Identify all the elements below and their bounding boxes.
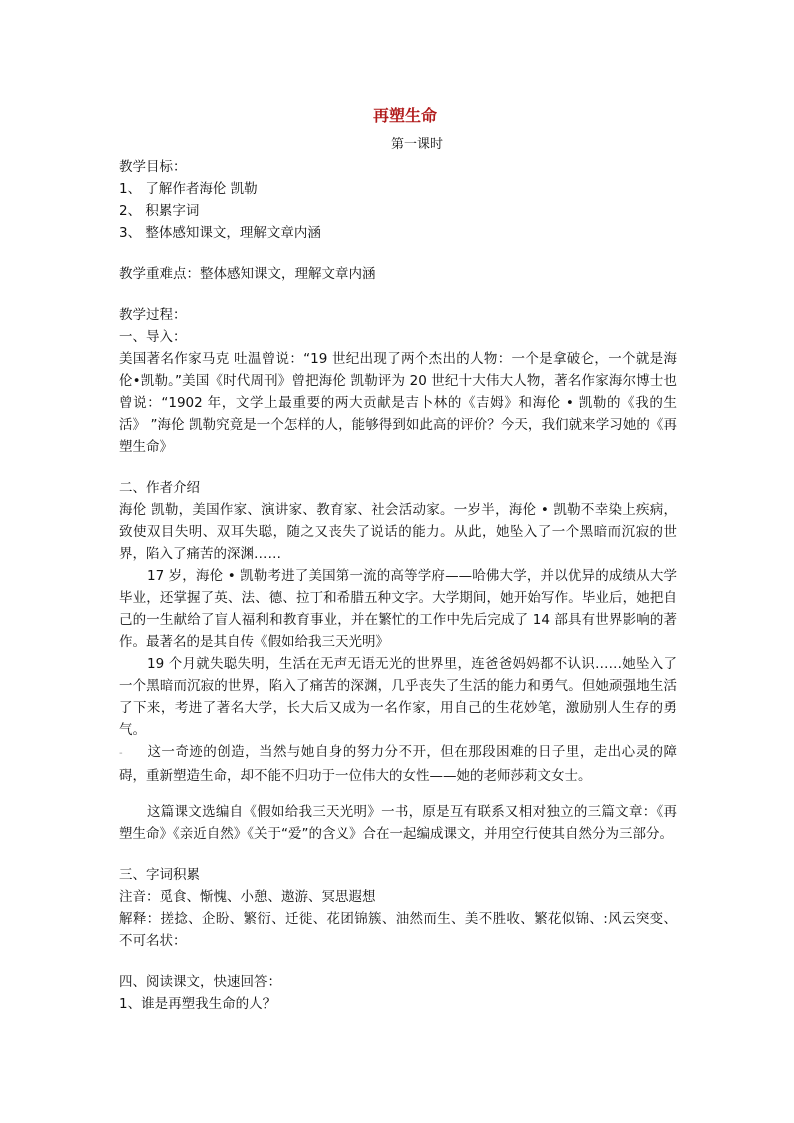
author-paragraph: 19 个月就失聪失明，生活在无声无语无光的世界里，连爸爸妈妈都不认识……她坠入了一个黑暗而沉寂的世界，陷入了痛苦的深渊，几乎丧失了生活的能力和勇气。但她顽强地生活了下来，考进了著名大学，长大后又成为一名作家，用自己的生花妙笔，激励别人生存的勇气。 — [119, 656, 677, 738]
text-source-paragraph: 这篇课文选编自《假如给我三天光明》一书，原是互有联系又相对独立的三篇文章：《再塑生命》《亲近自然》《关于“爱”的含义》合在一起编成课文，并用空行使其自然分为三部分。 — [119, 804, 677, 842]
section-heading: 三、字词积累 — [119, 867, 200, 883]
question-item: 1、谁是再塑我生命的人？ — [119, 996, 277, 1012]
objective-item: 3、 整体感知课文，理解文章内涵 — [119, 225, 321, 241]
pinyin-line: 注音：觅食、惭愧、小憩、遨游、冥思遐想 — [119, 889, 376, 905]
author-paragraph: 海伦 凯勒，美国作家、演讲家、教育家、社会活动家。一岁半，海伦 • 凯勒不幸染上疾病，致使双目失明、双耳失聪，随之又丧失了说话的能力。从此，她坠入了一个黑暗而沉寂的世界，陷入了痛苦的深渊…… — [119, 502, 677, 562]
author-paragraph — [119, 741, 677, 787]
author-paragraph-text: 这一奇迹的创造，当然与她自身的努力分不开，但在那段困难的日子里，走出心灵的障碍，重新塑造生命，却不能不归功于一位伟大的女性——她的老师莎莉文女士。 — [119, 744, 677, 784]
lesson-subtitle: 第一课时 — [390, 137, 443, 152]
margin-mark: - — [119, 748, 123, 759]
document-page — [119, 104, 677, 1015]
author-paragraph: 17 岁，海伦 • 凯勒考进了美国第一流的高等学府——哈佛大学，并以优异的成绩从大学毕业，还掌握了英、法、德、拉丁和希腊五种文字。大学期间，她开始写作。毕业后，她把自己的一生献给了盲人福利和教育事业，并在繁忙的工作中先后完成了 14 部具有世界影响的著作。最著名的是其自传《假如给我三天光明》 — [119, 568, 677, 650]
explain-line: 解释：搓捻、企盼、繁衍、迁徙、花团锦簇、油然而生、美不胜收、繁花似锦、:风云突变、不可名状： — [119, 911, 677, 949]
process-heading: 教学过程： — [119, 307, 187, 323]
key-points: 教学重难点：整体感知课文，理解文章内涵 — [119, 266, 376, 282]
objective-item: 2、 积累字词 — [119, 203, 200, 219]
section-heading: 一、导入： — [119, 329, 187, 345]
section-heading: 四、阅读课文，快速回答： — [119, 974, 281, 990]
page-title: 再塑生命 — [372, 106, 437, 125]
intro-paragraph: 美国著名作家马克 吐温曾说：“19 世纪出现了两个杰出的人物：一个是拿破仑，一个就是海伦•凯勒。”美国《时代周刊》曾把海伦 凯勒评为 20 世纪十大伟大人物，著名作家海尔博士也曾说：“1902 年，文学上最重要的两大贡献是吉卜林的《吉姆》和海伦 • 凯勒的《我的生活》 ”海伦 凯勒究竟是一个怎样的人，能够得到如此高的评价？今天，我们就来学习她的《再塑生命》 — [119, 351, 677, 455]
objective-item: 1、 了解作者海伦 凯勒 — [119, 181, 258, 197]
section-heading: 二、作者介绍 — [119, 480, 200, 496]
objectives-heading: 教学目标： — [119, 159, 187, 175]
